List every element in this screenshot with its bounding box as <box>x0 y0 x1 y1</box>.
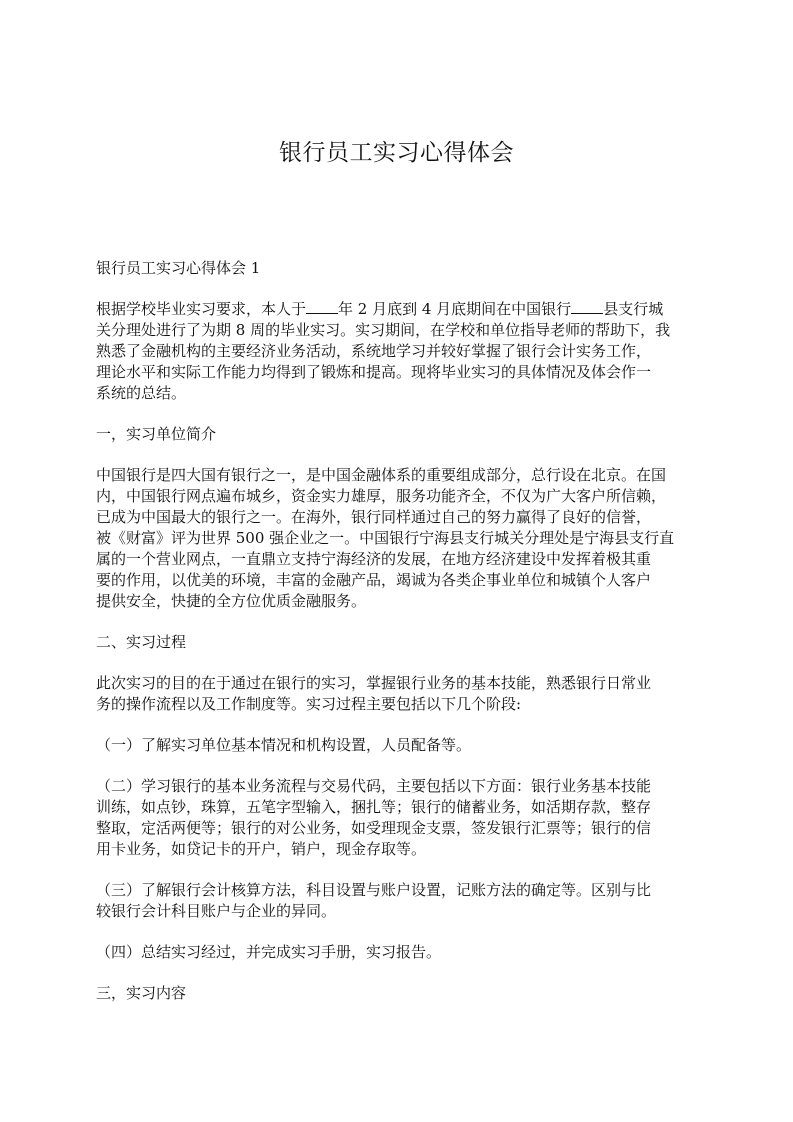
intro-line <box>96 299 706 320</box>
document-title: 银行员工实习心得体会 <box>279 140 514 166</box>
stage4-paragraph <box>96 942 706 963</box>
paragraph-line: 被《财富》评为世界 500 强企业之一。中国银行宁海县支行城关分理处是宁海县支行直 <box>96 529 675 547</box>
paragraph-line: 训练，如点钞，珠算，五笔字型输入，捆扎等；银行的储蓄业务，如活期存款，整存 <box>96 798 652 816</box>
paragraph-line: 属的一个营业网点，一直鼎立支持宁海经济的发展，在地方经济建设中发挥着极其重 <box>96 550 652 568</box>
paragraph-line: （三）了解银行会计核算方法，科目设置与账户设置，记账方法的确定等。区别与比 <box>96 881 652 899</box>
paragraph-line: 整取，定活两便等；银行的对公业务，如受理现金支票，签发银行汇票等；银行的信 <box>96 819 652 837</box>
subtitle: 银行员工实习心得体会 1 <box>96 259 261 277</box>
section2-paragraph <box>96 673 706 715</box>
document-body <box>96 258 706 1004</box>
stage2-paragraph <box>96 776 706 860</box>
intro-text: 根据学校毕业实习要求，本人于 <box>96 300 307 318</box>
section-heading: 二、实习过程 <box>96 633 187 651</box>
section1-paragraph <box>96 465 706 612</box>
paragraph-line: 较银行会计科目账户与企业的异同。 <box>96 902 337 920</box>
section-heading: 一，实习单位简介 <box>96 425 217 443</box>
blank-field <box>306 299 338 314</box>
paragraph-line: （四）总结实习经过，并完成实习手册，实习报告。 <box>96 943 442 961</box>
paragraph-line: 务的操作流程以及工作制度等。实习过程主要包括以下几个阶段: <box>96 695 522 713</box>
paragraph-line: 此次实习的目的在于通过在银行的实习，掌握银行业务的基本技能，熟悉银行日常业 <box>96 674 652 692</box>
paragraph-line: 要的作用，以优美的环境，丰富的金融产品，竭诚为各类企事业单位和城镇个人客户 <box>96 571 652 589</box>
paragraph-line: （一）了解实习单位基本情况和机构设置，人员配备等。 <box>96 736 472 754</box>
section-heading: 三，实习内容 <box>96 984 187 1002</box>
paragraph-line: 内，中国银行网点遍布城乡，资金实力雄厚，服务功能齐全，不仅为广大客户所信赖， <box>96 487 667 505</box>
paragraph-line: 中国银行是四大国有银行之一，是中国金融体系的重要组成部分，总行设在北京。在国 <box>96 466 667 484</box>
paragraph-line: 用卡业务，如贷记卡的开户，销户，现金存取等。 <box>96 840 427 858</box>
paragraph-line: 提供安全，快捷的全方位优质金融服务。 <box>96 592 367 610</box>
intro-line: 熟悉了金融机构的主要经济业务活动，系统地学习并较好掌握了银行会计实务工作， <box>96 342 652 360</box>
intro-line: 理论水平和实际工作能力均得到了锻炼和提高。现将毕业实习的具体情况及体会作一 <box>96 363 652 381</box>
blank-field <box>571 299 603 314</box>
intro-paragraph <box>96 299 706 404</box>
paragraph-line: （二）学习银行的基本业务流程与交易代码，主要包括以下方面：银行业务基本技能 <box>96 777 652 795</box>
intro-line: 系统的总结。 <box>96 384 187 402</box>
intro-text: 年 2 月底到 4 月底期间在中国银行 <box>338 300 572 318</box>
stage1-paragraph <box>96 735 706 756</box>
stage3-paragraph <box>96 880 706 922</box>
intro-line: 关分理处进行了为期 8 周的毕业实习。实习期间，在学校和单位指导老师的帮助下，我 <box>96 321 671 339</box>
intro-text: 县支行城 <box>603 300 664 318</box>
paragraph-line: 已成为中国最大的银行之一。在海外，银行同样通过自己的努力赢得了良好的信誉， <box>96 508 652 526</box>
